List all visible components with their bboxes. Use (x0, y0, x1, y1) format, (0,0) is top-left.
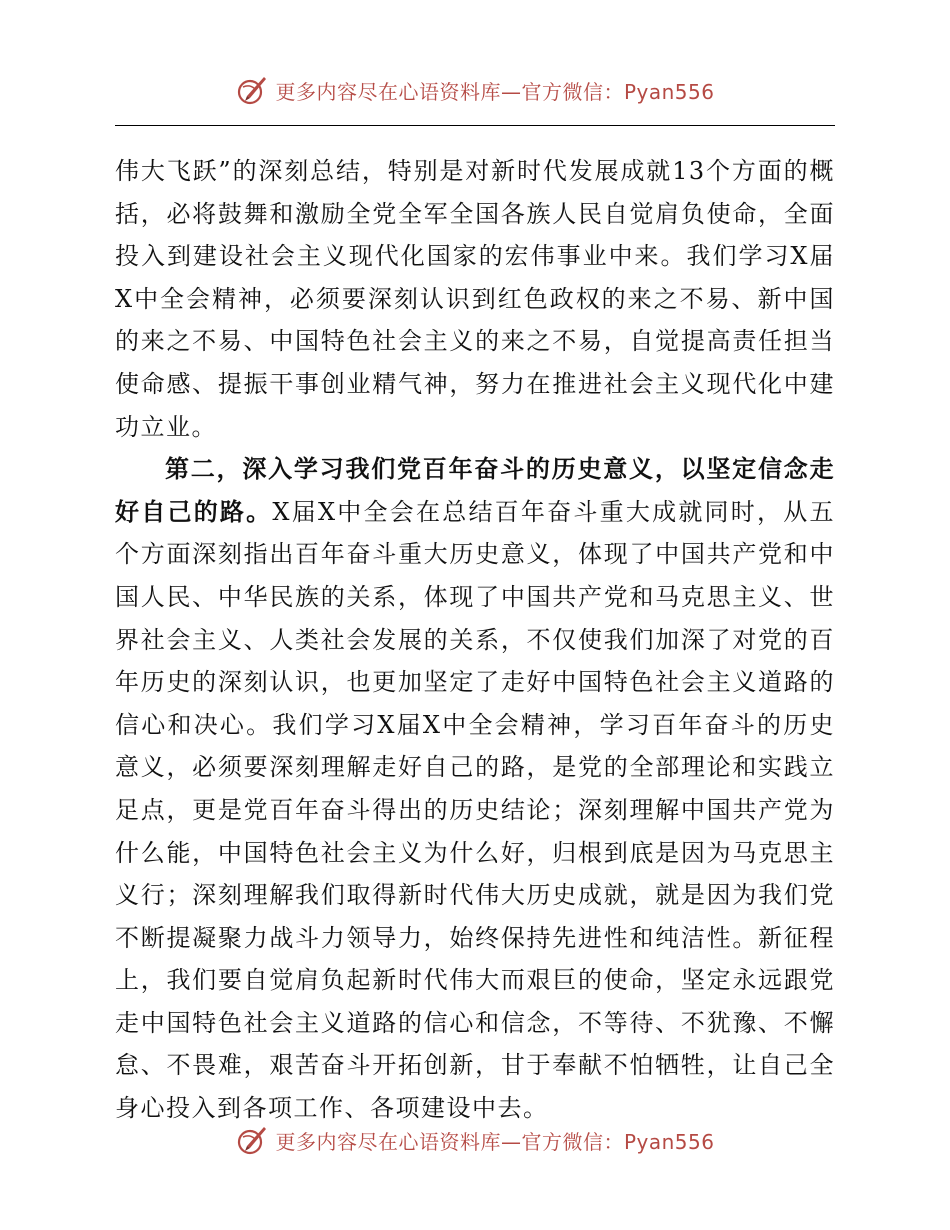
paragraph-2 (115, 448, 835, 1130)
document-body (115, 150, 835, 1130)
footer-banner-text: 更多内容尽在心语资料库—官方微信：Pyan556 (275, 1129, 715, 1154)
header-banner-text: 更多内容尽在心语资料库—官方微信：Pyan556 (275, 79, 715, 104)
quill-pen-logo-icon (235, 73, 269, 107)
header-banner (0, 70, 950, 110)
header-divider (115, 125, 835, 126)
paragraph-2-body: X届X中全会在总结百年奋斗重大成就同时，从五个方面深刻指出百年奋斗重大历史意义，体现了中国共产党和中国人民、中华民族的关系，体现了中国共产党和马克思主义、世界社会主义、人类社会发展的关系，不仅使我们加深了对党的百年历史的深刻认识，也更加坚定了走好中国特色社会主义道路的信心和决心。我们学习X届X中全会精神，学习百年奋斗的历史意义，必须要深刻理解走好自己的路，是党的全部理论和实践立足点，更是党百年奋斗得出的历史结论；深刻理解中国共产党为什么能，中国特色社会主义为什么好，归根到底是因为马克思主义行；深刻理解我们取得新时代伟大历史成就，就是因为我们党不断提凝聚力战斗力领导力，始终保持先进性和纯洁性。新征程上，我们要自觉肩负起新时代伟大而艰巨的使命，坚定永远跟党走中国特色社会主义道路的信心和信念，不等待、不犹豫、不懈怠、不畏难，艰苦奋斗开拓创新，甘于奉献不怕牺牲，让自己全身心投入到各项工作、各项建设中去。 (115, 497, 835, 1123)
quill-pen-logo-icon (235, 1123, 269, 1157)
paragraph-1: 伟大飞跃”的深刻总结，特别是对新时代发展成就13个方面的概括，必将鼓舞和激励全党全军全国各族人民自觉肩负使命，全面投入到建设社会主义现代化国家的宏伟事业中来。我们学习X届X中全会精神，必须要深刻认识到红色政权的来之不易、新中国的来之不易、中国特色社会主义的来之不易，自觉提高责任担当使命感、提振干事创业精气神，努力在推进社会主义现代化中建功立业。 (115, 157, 835, 441)
paragraph-2-heading: 第二，深入学习我们党百年奋斗的历史意义，以坚定信念走好自己的路。 (115, 454, 835, 526)
footer-banner (0, 1120, 950, 1160)
